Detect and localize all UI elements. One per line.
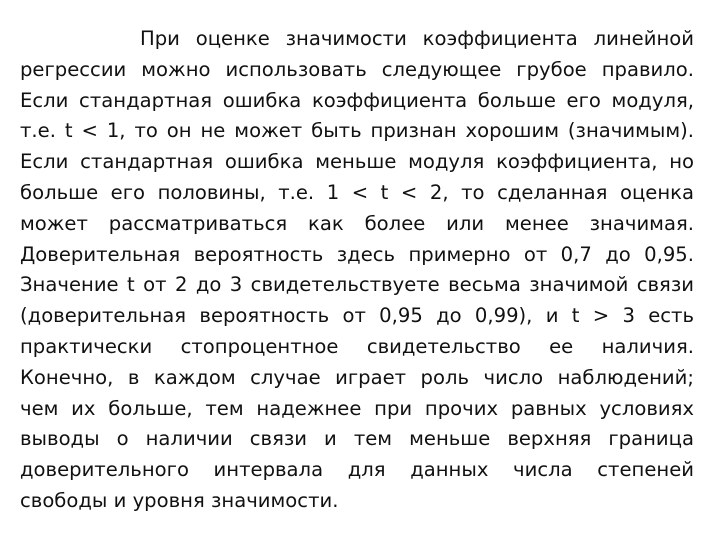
paragraph-line-2: регрессии можно использовать следующее грубое правило. [20, 57, 694, 81]
paragraph-line-3: Если стандартная ошибка коэффициента больше его модуля, [20, 88, 694, 112]
paragraph-line-7: может рассматриваться как более или менее значимая. [20, 211, 694, 235]
body-paragraph [20, 24, 694, 517]
paragraph-line-13: чем их больше, тем надежнее при прочих равных условиях [20, 396, 694, 420]
paragraph-line-4: т.е. t < 1, то он не может быть признан хорошим (значимым). [20, 119, 694, 143]
paragraph-line-5: Если стандартная ошибка меньше модуля коэффициента, но [20, 150, 694, 174]
paragraph-line-10: (доверительная вероятность от 0,95 до 0,99), и t > 3 есть [20, 304, 694, 328]
paragraph-line-1: При оценке значимости коэффициента линейной [140, 27, 694, 50]
paragraph-line-15: доверительного интервала для данных числа степеней [20, 458, 694, 482]
paragraph-line-11: практически стопроцентное свидетельство ее наличия. [20, 334, 694, 358]
paragraph-line-8: Доверительная вероятность здесь примерно от 0,7 до 0,95. [20, 242, 694, 266]
paragraph-line-14: выводы о наличии связи и тем меньше верхняя граница [20, 427, 694, 451]
paragraph-line-9: Значение t от 2 до 3 свидетельствуете весьма значимой связи [20, 273, 694, 297]
paragraph-line-16: свободы и уровня значимости. [20, 488, 339, 512]
paragraph-line-6: больше его половины, т.е. 1 < t < 2, то сделанная оценка [20, 180, 694, 204]
paragraph-line-12: Конечно, в каждом случае играет роль число наблюдений; [20, 365, 694, 389]
